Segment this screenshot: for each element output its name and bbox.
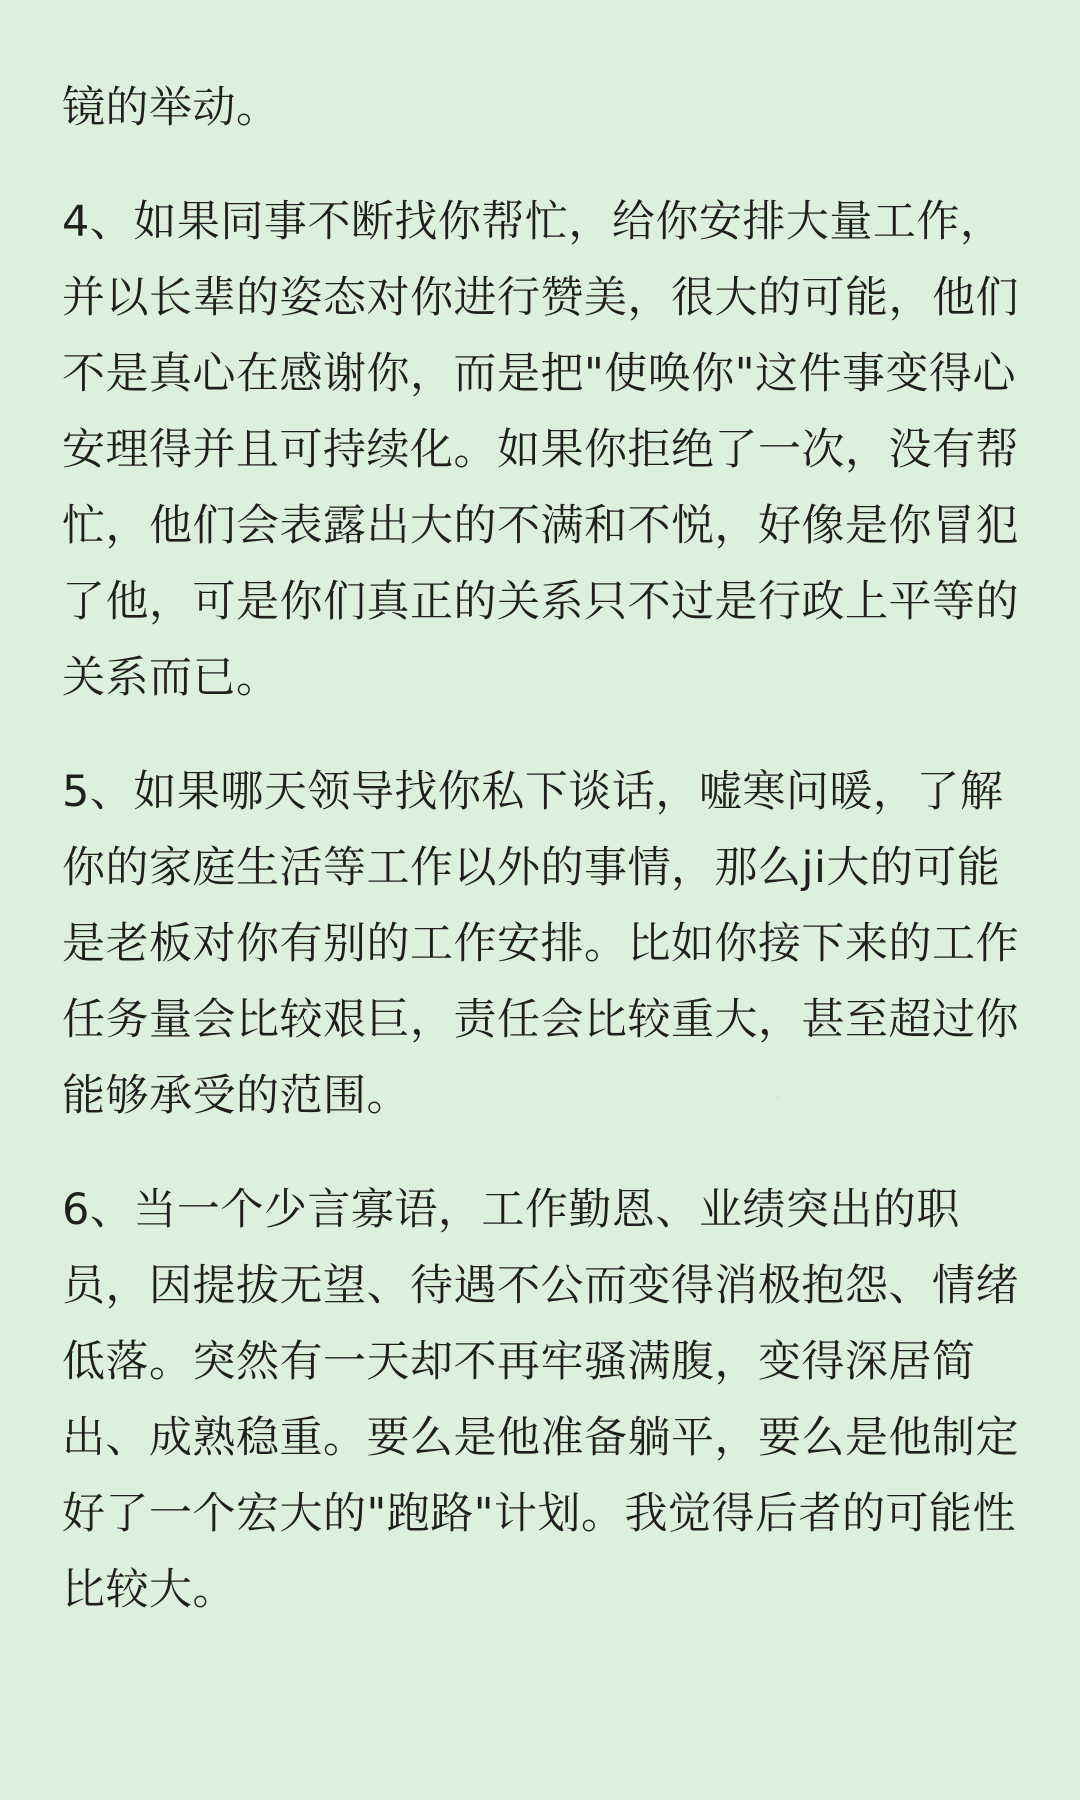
paragraph-continuation: 镜的举动。 <box>62 83 280 133</box>
article-content <box>62 70 1022 1628</box>
paragraph-item-4: 4、如果同事不断找你帮忙，给你安排大量工作，并以长辈的姿态对你进行赞美，很大的可能，他们不是真心在感谢你，而是把"使唤你"这件事变得心安理得并且可持续化。如果你拒绝了一次，没有帮忙，他们会表露出大的不满和不悦，好像是你冒犯了他，可是你们真正的关系只不过是行政上平等的关系而已。 <box>62 197 1019 703</box>
paragraph-item-5: 5、如果哪天领导找你私下谈话，嘘寒问暖，了解你的家庭生活等工作以外的事情，那么ji大的可能是老板对你有别的工作安排。比如你接下来的工作任务量会比较艰巨，责任会比较重大，甚至超过你能够承受的范围。 <box>62 767 1019 1121</box>
paragraph-item-6: 6、当一个少言寡语，工作勤恩、业绩突出的职员，因提拔无望、待遇不公而变得消极抱怨、情绪低落。突然有一天却不再牢骚满腹，变得深居简出、成熟稳重。要么是他准备躺平，要么是他制定好了一个宏大的"跑路"计划。我觉得后者的可能性比较大。 <box>62 1185 1019 1615</box>
